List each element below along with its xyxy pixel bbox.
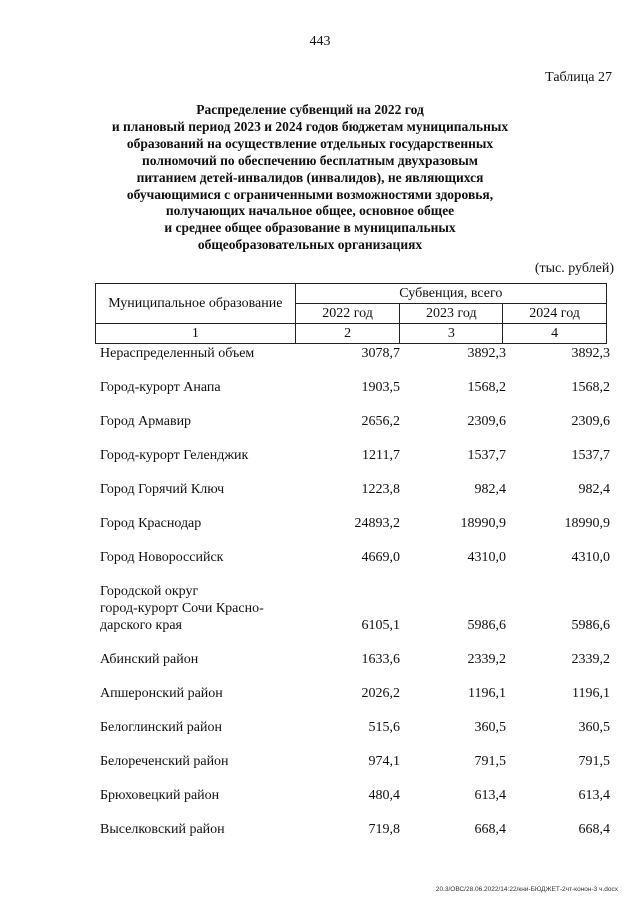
title-line: полномочий по обеспечению бесплатным двухразовым bbox=[141, 152, 479, 168]
table-row bbox=[0, 787, 640, 821]
table-row bbox=[0, 685, 640, 719]
header-col-number: 3 bbox=[400, 324, 503, 344]
municipality-name: Выселковский район bbox=[100, 822, 225, 837]
value-2023: 5986,6 bbox=[467, 618, 506, 633]
municipality-name: Нераспределенный объем bbox=[100, 346, 255, 361]
table-header bbox=[95, 283, 607, 344]
value-2023: 613,4 bbox=[474, 788, 506, 803]
title-line: общеобразовательных организациях bbox=[197, 237, 423, 253]
municipality-name-line: город-курорт Сочи Красно- bbox=[100, 601, 264, 616]
title-line: получающих начальное общее, основное общее bbox=[165, 203, 455, 219]
value-2022: 4669,0 bbox=[361, 550, 400, 565]
value-2024: 613,4 bbox=[578, 788, 610, 803]
value-2024: 982,4 bbox=[578, 482, 610, 497]
value-2022: 974,1 bbox=[368, 754, 400, 769]
value-2023: 4310,0 bbox=[467, 550, 506, 565]
title-line: питанием детей-инвалидов (инвалидов), не являющихся bbox=[136, 169, 484, 185]
header-col-number: 2 bbox=[295, 324, 400, 344]
value-2023: 18990,9 bbox=[460, 516, 506, 531]
value-2023: 791,5 bbox=[474, 754, 506, 769]
municipality-name: Город Новороссийск bbox=[100, 550, 224, 565]
table-body bbox=[0, 345, 640, 855]
municipality-name: Город Горячий Ключ bbox=[100, 482, 225, 497]
table-row bbox=[0, 379, 640, 413]
municipality-name: Брюховецкий район bbox=[100, 788, 220, 803]
value-2024: 668,4 bbox=[578, 822, 610, 837]
header-col-number: 4 bbox=[503, 324, 607, 344]
value-2023: 1537,7 bbox=[467, 448, 506, 463]
value-2023: 668,4 bbox=[474, 822, 506, 837]
value-2024: 1537,7 bbox=[571, 448, 610, 463]
header-year-2022: 2022 год bbox=[295, 304, 400, 324]
value-2024: 18990,9 bbox=[564, 516, 610, 531]
municipality-name-line: дарского края bbox=[100, 618, 182, 633]
value-2022: 1903,5 bbox=[361, 380, 400, 395]
table-row bbox=[0, 821, 640, 855]
value-2024: 5986,6 bbox=[571, 618, 610, 633]
table-row bbox=[0, 753, 640, 787]
table-row bbox=[0, 583, 640, 651]
header-year-2023: 2023 год bbox=[400, 304, 503, 324]
value-2022: 719,8 bbox=[368, 822, 400, 837]
value-2022: 2656,2 bbox=[361, 414, 400, 429]
table-row bbox=[0, 651, 640, 685]
table-label: Таблица 27 bbox=[545, 70, 612, 85]
value-2023: 2339,2 bbox=[467, 652, 506, 667]
table-row bbox=[0, 447, 640, 481]
value-2024: 2339,2 bbox=[571, 652, 610, 667]
header-subvention-total: Субвенция, всего bbox=[295, 284, 606, 304]
title-line: и плановый период 2023 и 2024 годов бюджетам муниципальных bbox=[111, 118, 509, 134]
value-2024: 3892,3 bbox=[571, 346, 610, 361]
table-row bbox=[0, 345, 640, 379]
municipality-name: Белоглинский район bbox=[100, 720, 222, 735]
page-number: 443 bbox=[309, 34, 331, 49]
title-line: обучающимися с ограниченными возможностями здоровья, bbox=[126, 186, 494, 202]
municipality-name-line: Городской округ bbox=[100, 584, 199, 599]
value-2022: 2026,2 bbox=[361, 686, 400, 701]
value-2023: 1196,1 bbox=[468, 686, 506, 701]
municipality-name: Город Армавир bbox=[100, 414, 192, 429]
value-2024: 1196,1 bbox=[572, 686, 610, 701]
value-2024: 1568,2 bbox=[571, 380, 610, 395]
document-footer: 20.3/ОВС/28.06.2022/14:22/кни-БЮДЖЕТ-2чт-конон-3 ч.docx bbox=[435, 886, 618, 893]
value-2024: 4310,0 bbox=[571, 550, 610, 565]
municipality-name bbox=[100, 583, 300, 634]
table-row bbox=[0, 481, 640, 515]
table-row bbox=[0, 549, 640, 583]
municipality-name: Апшеронский район bbox=[100, 686, 223, 701]
value-2024: 360,5 bbox=[578, 720, 610, 735]
value-2022: 480,4 bbox=[368, 788, 400, 803]
table-row bbox=[0, 719, 640, 753]
municipality-name: Город Краснодар bbox=[100, 516, 202, 531]
municipality-name: Город-курорт Геленджик bbox=[100, 448, 249, 463]
value-2022: 515,6 bbox=[368, 720, 400, 735]
value-2024: 2309,6 bbox=[571, 414, 610, 429]
title-line: Распределение субвенций на 2022 год bbox=[196, 102, 424, 117]
municipality-name: Белореченский район bbox=[100, 754, 229, 769]
value-2022: 6105,1 bbox=[361, 618, 400, 633]
value-2023: 2309,6 bbox=[467, 414, 506, 429]
value-2022: 1633,6 bbox=[361, 652, 400, 667]
title-line: и среднее общее образование в муниципальных bbox=[164, 220, 456, 236]
table-row bbox=[0, 413, 640, 447]
value-2024: 791,5 bbox=[578, 754, 610, 769]
header-year-2024: 2024 год bbox=[503, 304, 607, 324]
value-2023: 982,4 bbox=[474, 482, 506, 497]
municipality-name: Город-курорт Анапа bbox=[100, 380, 221, 395]
value-2023: 1568,2 bbox=[467, 380, 506, 395]
header-municipality: Муниципальное образование bbox=[96, 284, 296, 324]
value-2023: 3892,3 bbox=[467, 346, 506, 361]
table-title bbox=[90, 102, 530, 254]
header-col-number: 1 bbox=[96, 324, 296, 344]
title-line: образований на осуществление отдельных государственных bbox=[126, 135, 494, 151]
table-row bbox=[0, 515, 640, 549]
value-2022: 1223,8 bbox=[361, 482, 400, 497]
value-2022: 24893,2 bbox=[354, 516, 400, 531]
value-2023: 360,5 bbox=[474, 720, 506, 735]
value-2022: 1211,7 bbox=[362, 448, 400, 463]
municipality-name: Абинский район bbox=[100, 652, 199, 667]
value-2022: 3078,7 bbox=[361, 346, 400, 361]
unit-label: (тыс. рублей) bbox=[534, 261, 614, 276]
